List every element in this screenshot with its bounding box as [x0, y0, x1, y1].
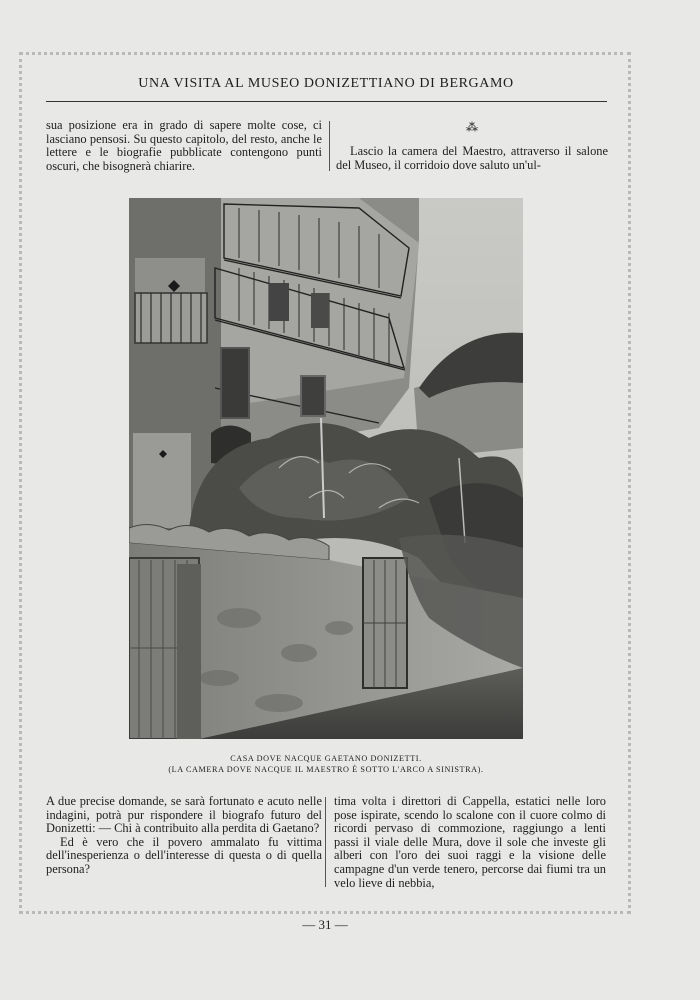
- figure-caption-line2: (LA CAMERA DOVE NACQUE IL MAESTRO È SOTTO L'ARCO A SINISTRA).: [168, 765, 484, 774]
- house-photograph: [129, 198, 523, 739]
- right-column-bottom: [334, 795, 606, 890]
- left-column-top: [46, 119, 322, 173]
- right-column-top: [336, 119, 608, 172]
- right-top-paragraph: Lascio la camera del Maestro, attraverso il salone del Museo, il corridoio dove saluto un'ul-: [336, 144, 608, 172]
- photo-illustration: [129, 198, 523, 739]
- left-column-bottom: [46, 795, 322, 877]
- column-divider-bottom: [325, 797, 326, 887]
- left-bottom-paragraph-2: Ed è vero che il povero ammalato fu vittima dell'inesperienza o dell'interesse di questa o di quella persona?: [46, 834, 322, 876]
- figure-caption-line1: CASA DOVE NACQUE GAETANO DONIZETTI.: [230, 754, 422, 763]
- left-top-paragraph: sua posizione era in grado di sapere molte cose, ci lasciano pensosi. Su questo capitolo, del resto, anche le lettere e le biografie pubblicate contengono punti oscuri, che bisognerà chiarire.: [46, 118, 322, 173]
- page-number: — 31 —: [302, 917, 348, 932]
- running-title: UNA VISITA AL MUSEO DONIZETTIANO DI BERGAMO: [138, 76, 514, 91]
- header-rule: [46, 101, 607, 102]
- asterism: ⁂: [466, 120, 478, 134]
- right-bottom-paragraph: tima volta i direttori di Cappella, estatici nelle loro pose ispirate, scendo lo scalone con il cuore colmo di ricordi pervaso di commozione, raggiungo a lenti passi il viale delle Mura, dove il sole che investe gli alberi con l'oro dei suoi raggi e la visione delle campagne d'un verde tenero, percorse dai fiumi tra un velo lieve di nebbia,: [334, 794, 606, 890]
- column-divider-top: [329, 121, 330, 171]
- left-bottom-paragraph-1: A due precise domande, se sarà fortunato e acuto nelle indagini, potrà pur rispondere il biografo futuro del Donizetti: — Chi à contribuito alla perdita di Gaetano?: [46, 794, 322, 836]
